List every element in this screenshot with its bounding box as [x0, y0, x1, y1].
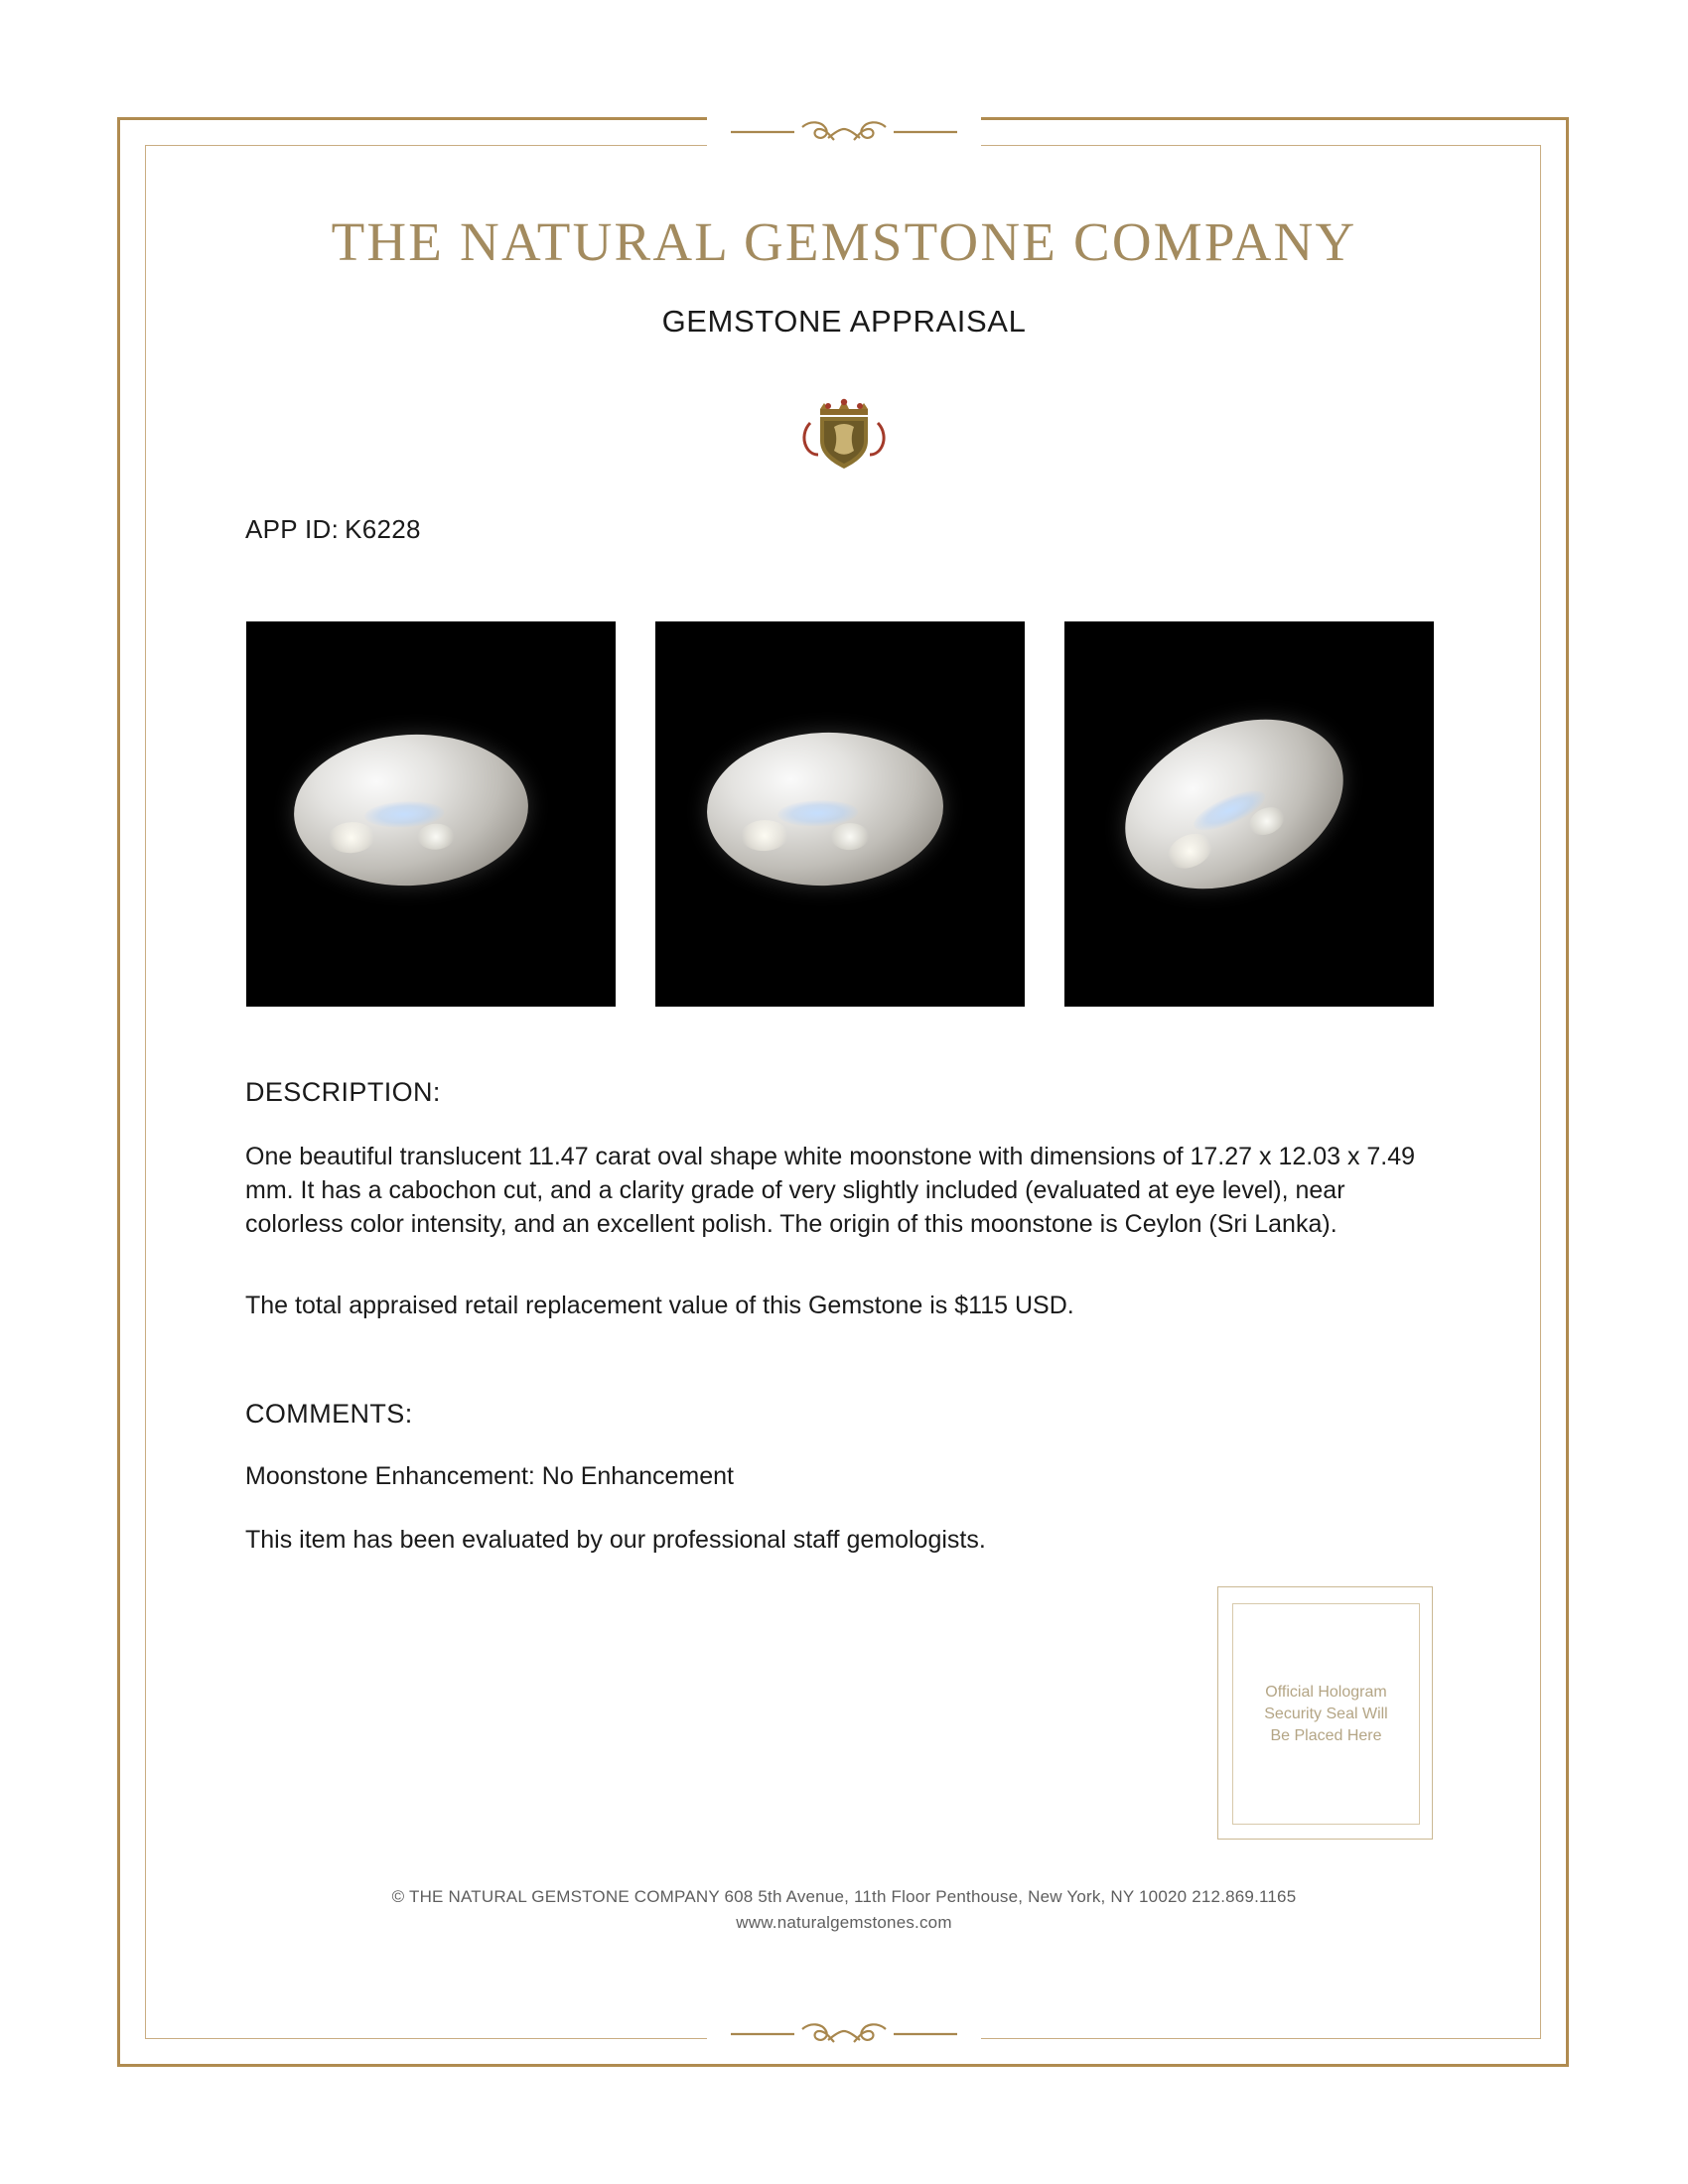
- gem-highlight: [741, 820, 789, 852]
- comments-heading: COMMENTS:: [245, 1399, 413, 1429]
- gem-photo-angled: [1064, 621, 1434, 1007]
- app-id-value: K6228: [345, 514, 421, 544]
- company-title: THE NATURAL GEMSTONE COMPANY: [331, 211, 1357, 272]
- app-id: [245, 514, 421, 545]
- gemstone-image: [1098, 687, 1370, 921]
- appraised-value-statement: The total appraised retail replacement value of this Gemstone is $115 USD.: [245, 1292, 1074, 1319]
- footer: [0, 1884, 1688, 1936]
- footer-website: www.naturalgemstones.com: [736, 1913, 952, 1932]
- hologram-seal-placeholder: [1217, 1586, 1433, 1840]
- gem-highlight: [328, 821, 376, 854]
- footer-address: © THE NATURAL GEMSTONE COMPANY 608 5th Avenue, 11th Floor Penthouse, New York, NY 10020 212.869.1165: [391, 1887, 1297, 1906]
- gem-highlight: [1163, 828, 1217, 875]
- document-subtitle: GEMSTONE APPRAISAL: [661, 304, 1027, 339]
- gem-photo-gallery: [246, 621, 1442, 1007]
- comments-line-2: This item has been evaluated by our professional staff gemologists.: [245, 1526, 986, 1554]
- gemstone-image: [704, 729, 945, 889]
- hologram-line-1: Official Hologram: [1265, 1683, 1387, 1701]
- description-paragraph: One beautiful translucent 11.47 carat oval shape white moonstone with dimensions of 17.27 x 12.03 x 7.49 mm. It has a cabochon cut, and a clarity grade of very slightly included (evaluated at eye level), near colorless color intensity, and an excellent polish. The origin of this moonstone is Ceylon (Sri Lanka).: [245, 1143, 1416, 1238]
- description-heading: DESCRIPTION:: [245, 1077, 441, 1107]
- gem-photo-side: [655, 621, 1025, 1007]
- heraldic-crest-icon: [790, 393, 898, 475]
- hologram-inner-frame: [1232, 1603, 1420, 1825]
- gem-highlight-secondary: [417, 823, 456, 851]
- gem-photo-front: [246, 621, 616, 1007]
- app-id-label: APP ID:: [245, 514, 340, 544]
- comments-line-1: Moonstone Enhancement: No Enhancement: [245, 1462, 734, 1490]
- hologram-line-3: Be Placed Here: [1270, 1726, 1382, 1744]
- hologram-line-2: Security Seal Will: [1264, 1705, 1388, 1722]
- gemstone-image: [290, 729, 532, 891]
- hologram-text: [1264, 1682, 1387, 1747]
- gem-highlight-secondary: [830, 823, 869, 850]
